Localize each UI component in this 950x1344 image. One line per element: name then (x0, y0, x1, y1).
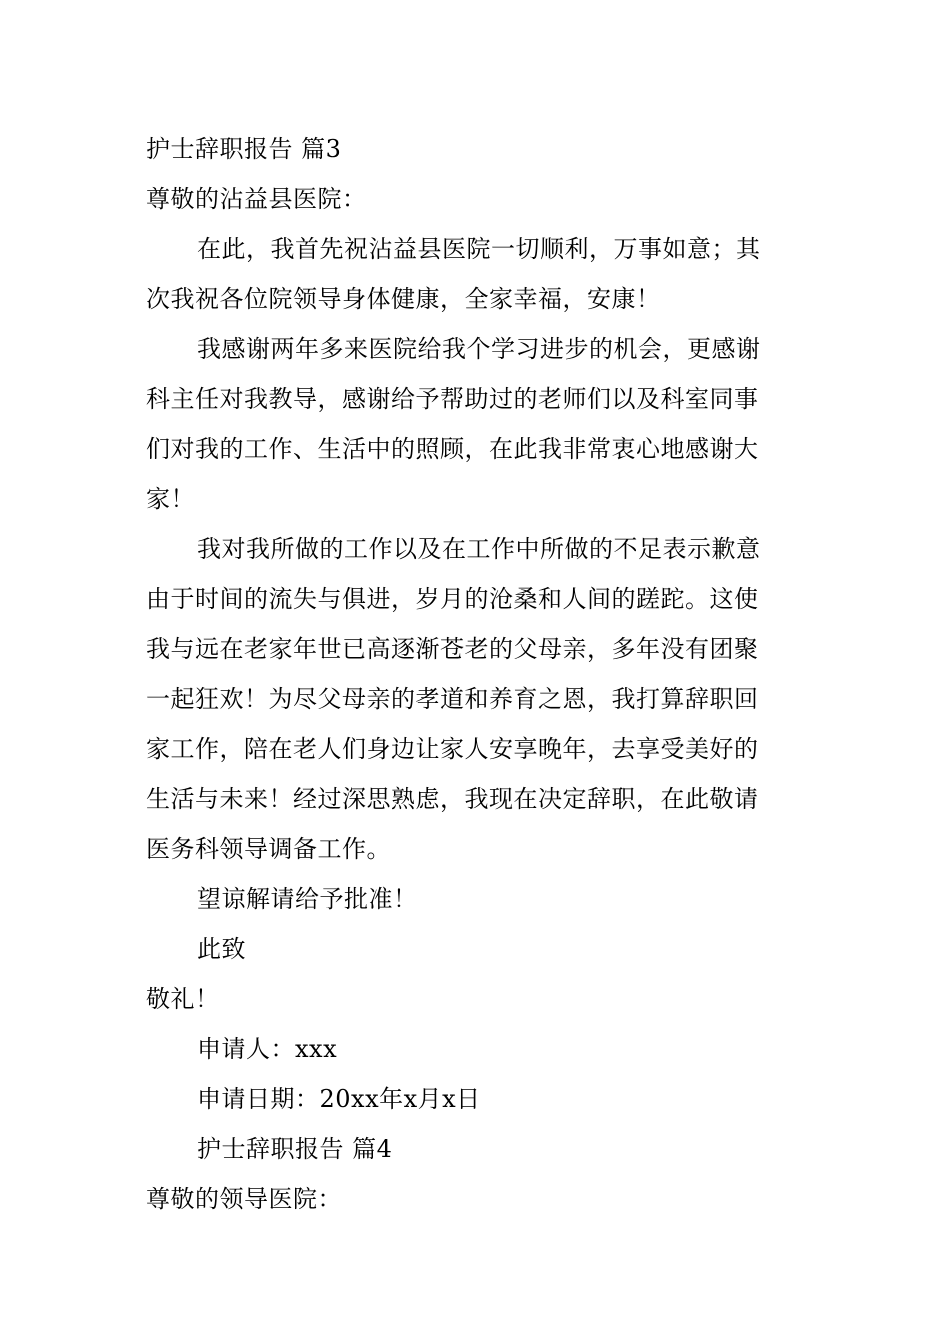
applicant-line: 申请人：xxx (197, 1035, 338, 1063)
paragraph-line: 们对我的工作、生活中的照顾，在此我非常衷心地感谢大 (146, 435, 759, 463)
section-title-4: 护士辞职报告 篇4 (197, 1135, 393, 1163)
paragraph-line: 在此，我首先祝沾益县医院一切顺利，万事如意；其 (197, 235, 761, 263)
paragraph-line: 生活与未来！经过深思熟虑，我现在决定辞职，在此敬请 (146, 785, 759, 813)
salutation: 尊敬的沾益县医院： (146, 185, 367, 213)
paragraph-line: 医务科领导调备工作。 (146, 835, 391, 863)
paragraph-line: 次我祝各位院领导身体健康，全家幸福，安康！ (146, 285, 661, 313)
paragraph-line: 我对我所做的工作以及在工作中所做的不足表示歉意 (197, 535, 761, 563)
paragraph-line: 我感谢两年多来医院给我个学习进步的机会，更感谢 (197, 335, 761, 363)
paragraph-line: 家！ (146, 485, 195, 513)
paragraph-line: 家工作，陪在老人们身边让家人安享晚年，去享受美好的 (146, 735, 759, 763)
regards-line: 敬礼！ (146, 985, 220, 1013)
request-line: 望谅解请给予批准！ (197, 885, 418, 913)
paragraph-line: 科主任对我教导，感谢给予帮助过的老师们以及科室同事 (146, 385, 759, 413)
date-line: 申请日期：20xx年x月x日 (197, 1085, 481, 1113)
paragraph-line: 我与远在老家年世已高逐渐苍老的父母亲，多年没有团聚 (146, 635, 759, 663)
closing-line: 此致 (197, 935, 246, 963)
paragraph-line: 一起狂欢！为尽父母亲的孝道和养育之恩，我打算辞职回 (146, 685, 759, 713)
section-title-3: 护士辞职报告 篇3 (146, 135, 342, 163)
paragraph-line: 由于时间的流失与俱进，岁月的沧桑和人间的蹉跎。这使 (146, 585, 759, 613)
salutation: 尊敬的领导医院： (146, 1185, 342, 1213)
